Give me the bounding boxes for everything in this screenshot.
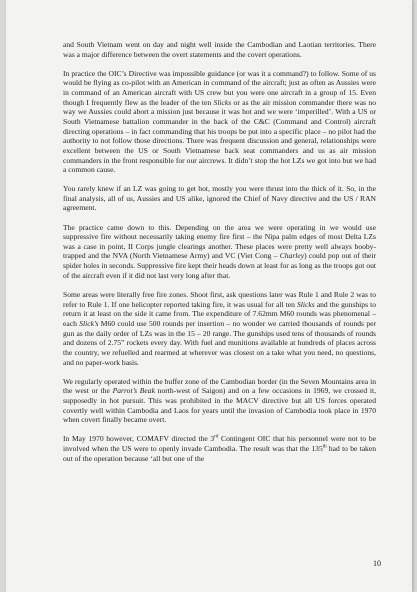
page-number: 10 xyxy=(373,559,381,568)
document-page xyxy=(6,0,412,592)
paragraph: You rarely knew if an LZ was going to get hot, mostly you were thrust into the thick of it. So, in the final analysis, all of us, Aussies and US alike, ignored the Chief of Navy directive and the US / RAN agreement. xyxy=(63,184,376,213)
paragraph: We regularly operated within the buffer zone of the Cambodian border (in the Seven Mountains area in the west or the Parrot’s Beak north-west of Saigon) and on a few occasions in 1969, we crossed it, supposedly in hot pursuit. This was prohibited in the MACV directive but all US forces operated covertly well within Cambodia and Laos for years until the invasion of Cambodia took place in 1970 when covert finally became overt. xyxy=(63,376,376,425)
paragraph: The practice came down to this. Depending on the area we were operating in we would use suppressive fire without necessarily taking enemy fire first – the Nipa palm edges of most Delta LZs was a case in point, II Corps jungle clearings another. These places were pretty well always booby-trapped and the NVA (North Vietnamese Army) and VC (Viet Cong – Charley) could pop out of their spider holes in seconds. Suppressive fire kept their heads down at least for as long as the troops got out of the aircraft even if it did not last very long after that. xyxy=(63,222,376,280)
paragraph: In practice the OIC’s Directive was impossible guidance (or was it a command?) to follow. Some of us would be flying as co-pilot with an American in command of the aircraft; just as often as Aussies were in command of an American aircraft with US crew but you were one aircraft in a group of 15. Even though I frequently flew as the leader of the ten Slicks or as the air mission commander there was no way we Aussies could abort a mission just because it was hot and we were ‘imperilled’. With a US or South Vietnamese battalion commander in the back of the C&C (Command and Control) aircraft directing operations – in fact commanding that his troops be put into a specific place – no pilot had the authority to not follow those directions. There was frequent discussion and general, relationships were excellent between the US or South Vietnamese back seat commanders and us as air mission commanders in the front responsible for our aircrews. It didn’t stop the hot LZs we got into but we had a common cause. xyxy=(63,68,376,175)
paragraph: and South Vietnam went on day and night well inside the Cambodian and Laotian territories. There was a major difference between the overt statements and the covert operations. xyxy=(63,40,376,59)
paragraph: In May 1970 however, COMAFV directed the 3rd Contingent OIC that his personnel were not to be involved when the US were to openly invade Cambodia. The result was that the 135th had to be taken out of the operation because ‘all but one of the xyxy=(63,434,376,463)
body-text xyxy=(63,40,376,473)
paragraph: Some areas were literally free fire zones. Shoot first, ask questions later was Rule 1 and Rule 2 was to refer to Rule 1. If one helicopter reported taking fire, it was usual for all ten Slicks and the gunships to return it at least on the side it came from. The expenditure of 7.62mm M60 rounds was phenomenal – each Slick’s M60 could use 500 rounds per insertion – no wonder we carried thousands of rounds per gun as the daily order of LZs was in the 15 – 20 range. The gunships used tens of thousands of rounds and dozens of 2.75” rockets every day. With fuel and munitions available at hundreds of places across the country, we refuelled and rearmed at wherever was closest on a take what you need, no questions, and no paper-work basis. xyxy=(63,289,376,367)
